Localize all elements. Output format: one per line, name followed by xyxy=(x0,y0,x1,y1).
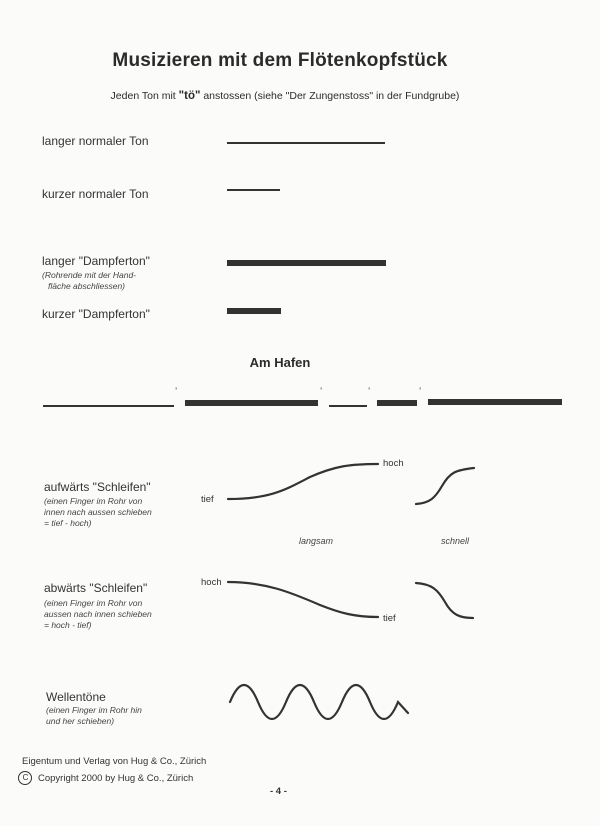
wave-curve xyxy=(230,685,408,719)
page-number: - 4 - xyxy=(270,786,287,797)
subtitle-pre: Jeden Ton mit xyxy=(110,90,179,102)
page-title: Musizieren mit dem Flötenkopfstück xyxy=(112,50,448,71)
breath-mark-3: ’ xyxy=(368,386,371,397)
breath-mark-4: ’ xyxy=(419,386,422,397)
down-note-1: (einen Finger im Rohr von xyxy=(44,598,143,608)
down-low-label: tief xyxy=(383,613,396,624)
breath-mark-1: ’ xyxy=(175,386,178,397)
subtitle-bold: "tö" xyxy=(178,90,201,102)
fast-label: schnell xyxy=(441,536,470,546)
label-up: aufwärts "Schleifen" xyxy=(44,480,151,494)
fast-up-curve xyxy=(416,468,474,504)
label-long-normal: langer normaler Ton xyxy=(42,134,149,148)
slow-down-curve xyxy=(228,582,378,617)
down-note-2: aussen nach innen schieben xyxy=(44,609,152,619)
wave-note-2: und her schieben) xyxy=(46,716,115,726)
footer-owner: Eigentum und Verlag von Hug & Co., Zürich xyxy=(22,756,207,767)
up-note-3: = tief - hoch) xyxy=(44,518,92,528)
long-damp-note-1: (Rohrende mit der Hand- xyxy=(42,270,137,280)
up-high-label: hoch xyxy=(383,458,404,469)
label-short-normal: kurzer normaler Ton xyxy=(42,187,149,201)
subtitle-post: anstossen (siehe "Der Zungenstoss" in der Fundgrube) xyxy=(200,90,460,102)
breath-mark-2: ’ xyxy=(320,386,323,397)
down-high-label: hoch xyxy=(201,577,222,588)
footer-copyright: Copyright 2000 by Hug & Co., Zürich xyxy=(38,773,194,784)
long-damp-note-2: fläche abschliessen) xyxy=(48,281,126,291)
label-down: abwärts "Schleifen" xyxy=(44,581,148,595)
label-long-damp: langer "Dampferton" xyxy=(42,254,150,268)
slow-up-curve xyxy=(228,464,378,499)
song-title: Am Hafen xyxy=(249,355,311,370)
up-note-2: innen nach aussen schieben xyxy=(44,507,152,517)
fast-down-curve xyxy=(416,583,473,618)
wave-note-1: (einen Finger im Rohr hin xyxy=(46,705,142,715)
copyright-symbol: C xyxy=(22,773,29,782)
label-wave: Wellentöne xyxy=(46,690,106,704)
slow-label: langsam xyxy=(299,536,334,546)
label-short-damp: kurzer "Dampferton" xyxy=(42,307,150,321)
up-low-label: tief xyxy=(201,494,214,505)
up-note-1: (einen Finger im Rohr von xyxy=(44,496,143,506)
down-note-3: = hoch - tief) xyxy=(44,620,92,630)
